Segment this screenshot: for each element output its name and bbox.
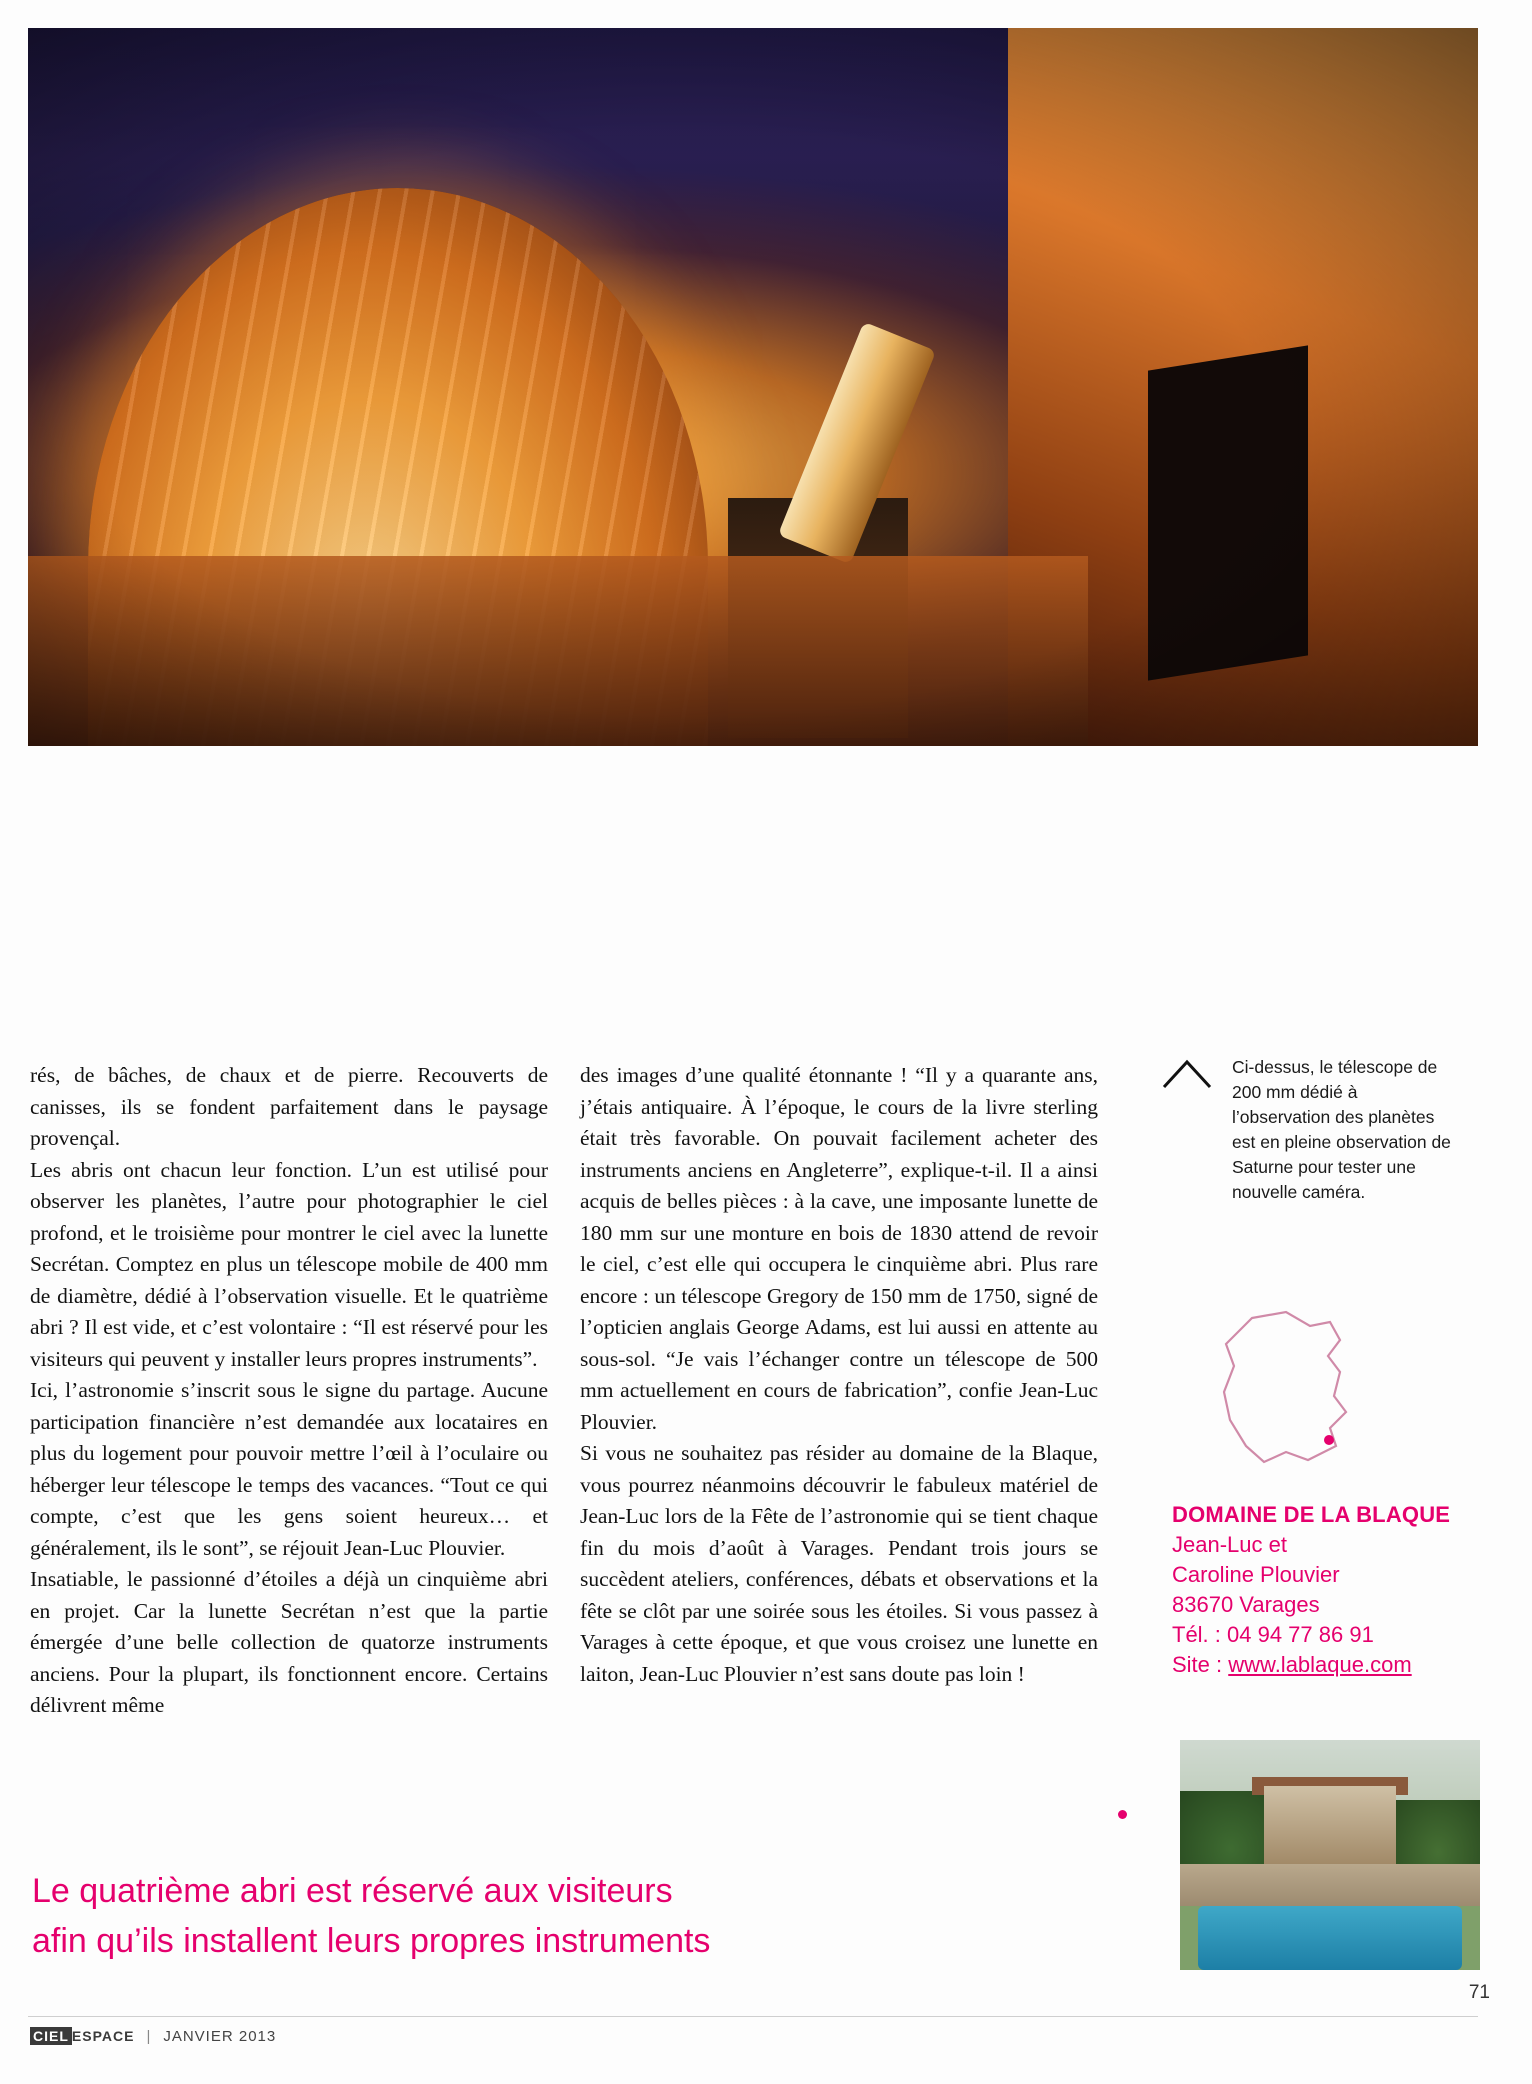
domain-photo-terrace <box>1180 1864 1480 1905</box>
contact-website-label: Site : <box>1172 1652 1229 1677</box>
pull-quote <box>32 1866 1092 1966</box>
france-map-icon <box>1190 1300 1380 1490</box>
contact-website-link[interactable]: www.lablaque.com <box>1228 1652 1412 1677</box>
contact-phone: Tél. : 04 94 77 86 91 <box>1172 1622 1374 1647</box>
footer <box>30 2028 276 2045</box>
paragraph: Ici, l’astronomie s’inscrit sous le signe du partage. Aucune participation financière n’est demandée aux locataires en plus du logement pour pouvoir mettre l’œil à l’oculaire ou héberger leur télescope le temps des vacances. “Tout ce qui compte, c’est que les gens soient heureux… et généralement, ils le sont”, se réjouit Jean-Luc Plouvier. <box>30 1378 548 1560</box>
contact-name-line-1: Jean-Luc et <box>1172 1532 1287 1557</box>
footer-divider <box>28 2016 1478 2017</box>
pull-quote-line-2: afin qu’ils installent leurs propres instruments <box>32 1922 711 1960</box>
end-of-article-dot <box>1118 1810 1127 1819</box>
caption-arrow-icon <box>1160 1057 1214 1091</box>
photo-caption-block <box>1160 1055 1460 1205</box>
main-photo <box>28 28 1478 746</box>
contact-name-line-2: Caroline Plouvier <box>1172 1562 1340 1587</box>
paragraph: Insatiable, le passionné d’étoiles a déjà un cinquième abri en projet. Car la lunette Secrétan n’est que la partie émergée d’une belle collection de quatorze instruments anciens. Pour la plupart, ils fonctionnent encore. Certains délivrent même <box>30 1567 548 1717</box>
contact-block <box>1172 1500 1502 1680</box>
domain-photo <box>1180 1740 1480 1970</box>
photo-caption-text: Ci-dessus, le télescope de 200 mm dédié à l’observation des planètes est en pleine observation de Saturne pour tester une nouvelle caméra. <box>1232 1057 1451 1202</box>
paragraph: des images d’une qualité étonnante ! “Il y a quarante ans, j’étais antiquaire. À l’époque, le cours de la livre sterling était très favorable. On pouvait facilement acheter des instruments anciens en Angleterre”, explique-t-il. Il a ainsi acquis de belles pièces : à la cave, une imposante lunette de 180 mm sur une monture en bois de 1830 attend de revoir le ciel, c’est elle qui occupera le cinquième abri. Plus rare encore : un télescope Gregory de 150 mm de 1750, signé de l’opticien anglais George Adams, est lui aussi en attente au sous-sol. “Je vais l’échanger contre un télescope de 500 mm actuellement en cours de fabrication”, confie Jean-Luc Plouvier. <box>580 1063 1098 1434</box>
paragraph: rés, de bâches, de chaux et de pierre. Recouverts de canisses, ils se fondent parfaitement dans le paysage provençal. <box>30 1063 548 1150</box>
magazine-brand-ciel: CIEL <box>30 2027 72 2045</box>
page-number: 71 <box>1468 1982 1490 2003</box>
body-column-left <box>30 1060 548 1722</box>
contact-title: DOMAINE DE LA BLAQUE <box>1172 1502 1451 1527</box>
paragraph: Si vous ne souhaitez pas résider au domaine de la Blaque, vous pourrez néanmoins découvrir le fabuleux matériel de Jean-Luc lors de la Fête de l’astronomie qui se tient chaque fin du mois d’août à Varages. Pendant trois jours se succèdent ateliers, conférences, débats et observations et la fête se clôt par une soirée sous les étoiles. Si vous passez à Varages à cette époque, et que vous croisez une lunette en laiton, Jean-Luc Plouvier n’est sans doute pas loin ! <box>580 1441 1098 1686</box>
contact-website-line <box>1172 1650 1502 1680</box>
contact-address: 83670 Varages <box>1172 1592 1320 1617</box>
domain-photo-pool <box>1198 1906 1462 1970</box>
magazine-brand-espace: ESPACE <box>71 2028 135 2044</box>
map-location-dot <box>1324 1435 1334 1445</box>
right-rail <box>1160 1055 1460 1205</box>
paragraph: Les abris ont chacun leur fonction. L’un est utilisé pour observer les planètes, l’autre pour photographier le ciel profond, et le troisième pour montrer le ciel avec la lunette Secrétan. Comptez en plus un télescope mobile de 400 mm de diamètre, dédié à l’observation visuelle. Et le quatrième abri ? Il est vide, et c’est volontaire : “Il est réservé pour les visiteurs qui peuvent y installer leurs propres instruments”. <box>30 1157 548 1371</box>
domain-photo-house <box>1264 1786 1396 1864</box>
footer-issue-date: JANVIER 2013 <box>163 2028 277 2045</box>
footer-separator: | <box>146 2028 152 2045</box>
photo-vignette <box>28 28 1478 746</box>
body-column-middle <box>580 1060 1098 1690</box>
pull-quote-line-1: Le quatrième abri est réservé aux visiteurs <box>32 1872 673 1910</box>
